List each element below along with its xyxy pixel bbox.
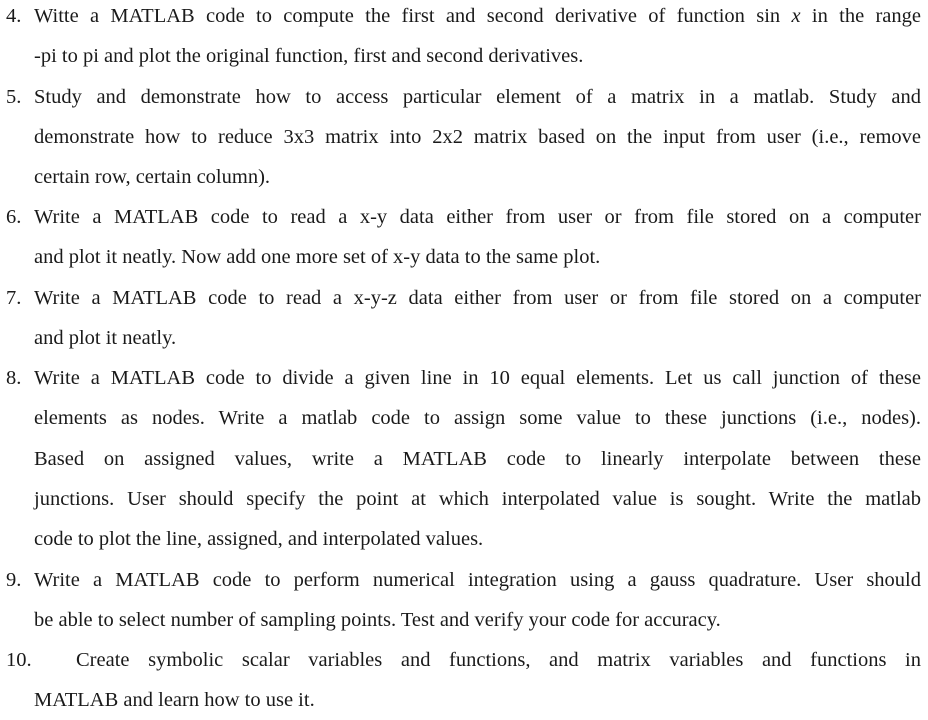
list-item-6-line-1 — [0, 197, 928, 237]
item-text: Create symbolic scalar variables and functions, and matrix variables and functions in — [76, 649, 921, 671]
list-item-5-line-3 — [0, 157, 928, 197]
item-number: 8. — [6, 367, 22, 389]
item-text: Write a MATLAB code to read a x-y-z data either from user or from file stored on a computer — [34, 287, 921, 309]
item-text: Write a MATLAB code to perform numerical integration using a gauss quadrature. User should — [34, 569, 921, 591]
list-item-10-line-1 — [0, 640, 928, 680]
list-item-8-line-2 — [0, 398, 928, 438]
item-text: MATLAB and learn how to use it. — [34, 689, 315, 711]
item-number: 10. — [6, 649, 32, 671]
item-text: and plot it neatly. Now add one more set of x-y data to the same plot. — [34, 246, 601, 268]
list-item-10-line-2 — [0, 680, 928, 720]
item-number: 4. — [6, 5, 22, 27]
list-item-8-line-3 — [0, 439, 928, 479]
list-item-4-line-2 — [0, 36, 928, 76]
list-item-9-line-1 — [0, 560, 928, 600]
item-text: junctions. User should specify the point at which interpolated value is sought. Write the matlab — [34, 488, 921, 510]
item-text: Study and demonstrate how to access particular element of a matrix in a matlab. Study and — [34, 86, 921, 108]
list-item-8-line-5 — [0, 519, 928, 559]
item-text: code to plot the line, assigned, and interpolated values. — [34, 528, 484, 550]
list-item-7-line-1 — [0, 278, 928, 318]
item-text: Write a MATLAB code to divide a given line in 10 equal elements. Let us call junction of these — [34, 367, 921, 389]
item-text: and plot it neatly. — [34, 327, 177, 349]
item-number: 6. — [6, 206, 22, 228]
item-text: Witte a MATLAB code to compute the first and second derivative of function sin x in the range — [34, 5, 922, 27]
list-item-6-line-2 — [0, 237, 928, 277]
item-text: -pi to pi and plot the original function, first and second derivatives. — [34, 45, 584, 67]
item-text: demonstrate how to reduce 3x3 matrix into 2x2 matrix based on the input from user (i.e., remove — [34, 126, 921, 148]
item-text: elements as nodes. Write a matlab code to assign some value to these junctions (i.e., nodes). — [34, 407, 921, 429]
list-item-9-line-2 — [0, 600, 928, 640]
item-text: certain row, certain column). — [34, 166, 271, 188]
item-text: be able to select number of sampling points. Test and verify your code for accuracy. — [34, 609, 721, 631]
list-item-4-line-1 — [0, 0, 928, 36]
item-number: 7. — [6, 287, 22, 309]
list-item-7-line-2 — [0, 318, 928, 358]
math-variable: x — [791, 5, 801, 27]
item-text: Based on assigned values, write a MATLAB code to linearly interpolate between these — [34, 448, 921, 470]
list-item-8-line-1 — [0, 358, 928, 398]
list-item-5-line-2 — [0, 117, 928, 157]
list-item-5-line-1 — [0, 77, 928, 117]
item-text: Write a MATLAB code to read a x-y data either from user or from file stored on a computer — [34, 206, 921, 228]
list-item-8-line-4 — [0, 479, 928, 519]
item-number: 9. — [6, 569, 22, 591]
item-number: 5. — [6, 86, 22, 108]
